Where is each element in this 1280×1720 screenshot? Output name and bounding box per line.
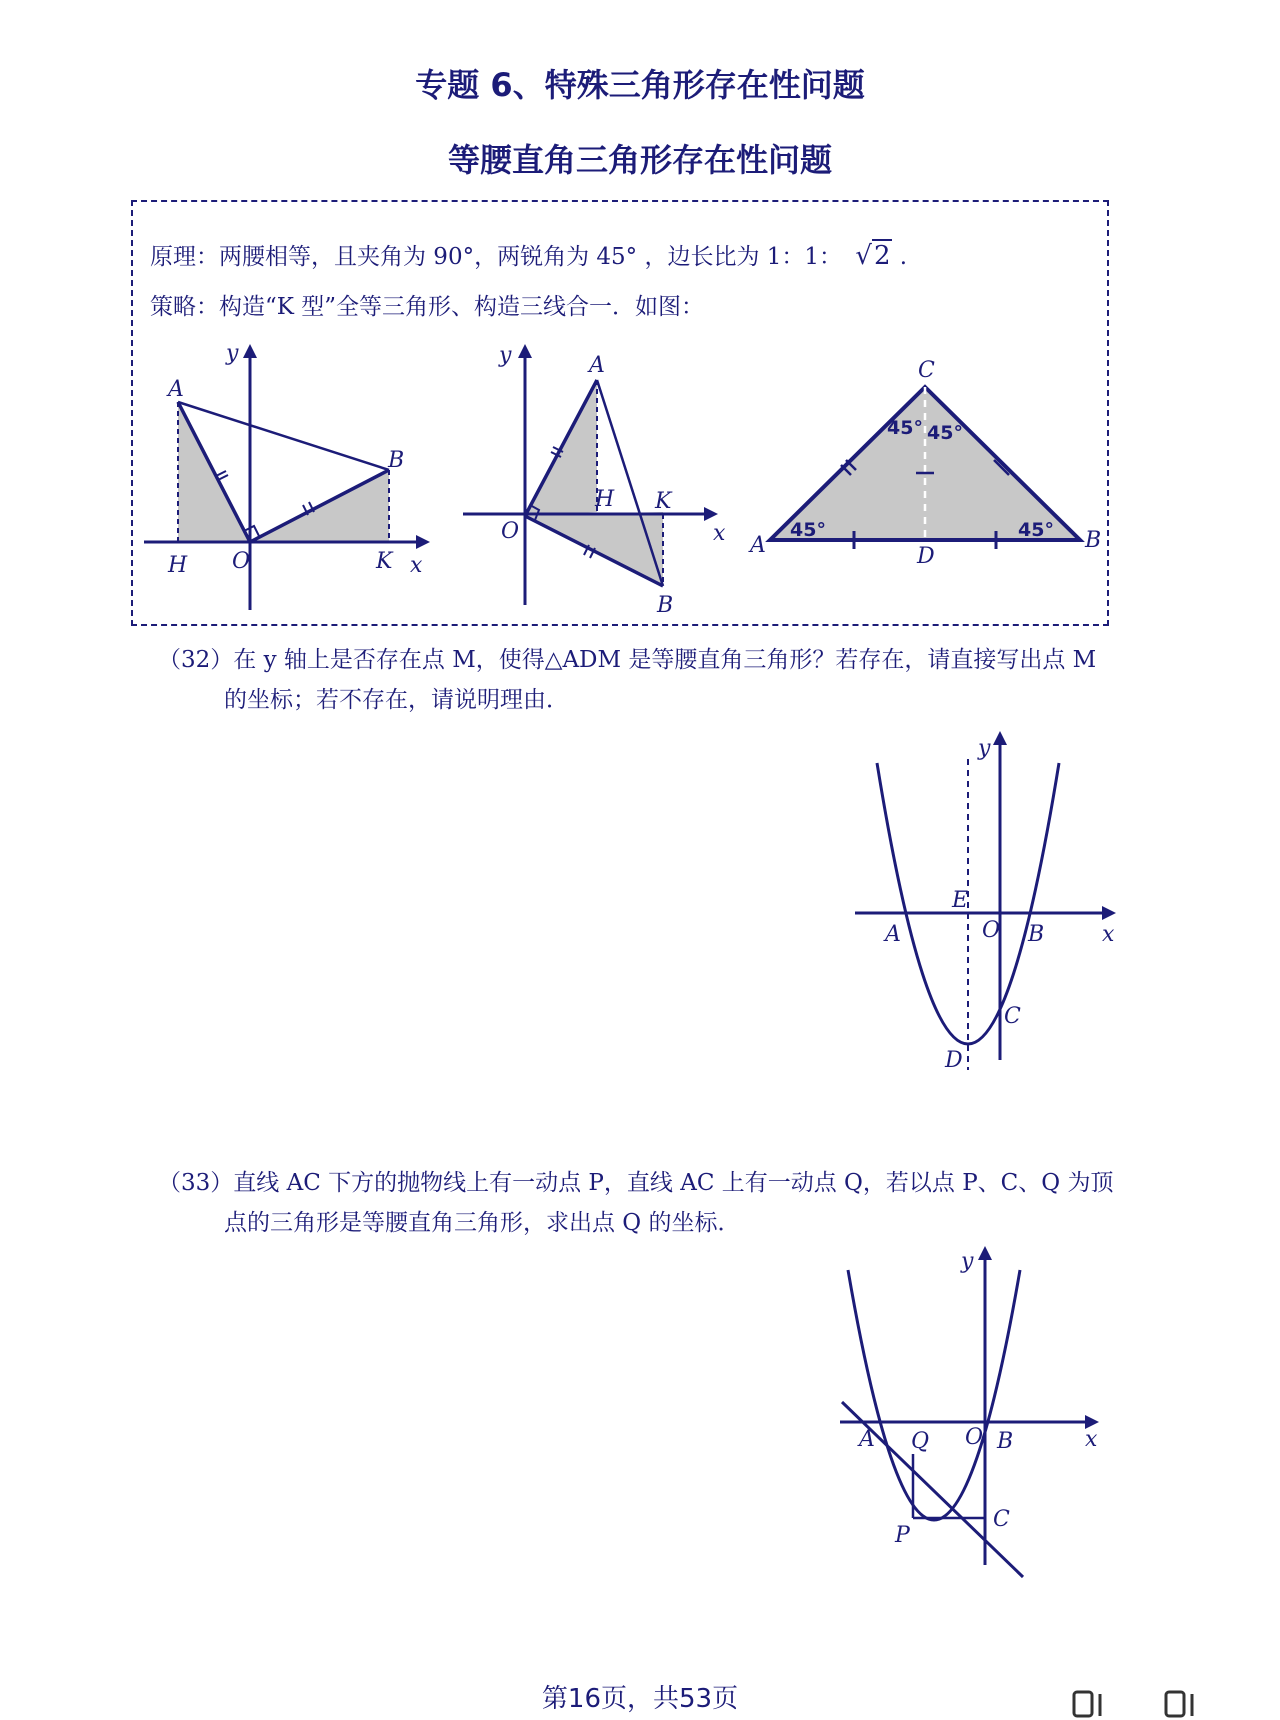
label-c: C	[993, 1507, 1010, 1532]
strategy-line: 策略：构造“K 型”全等三角形、构造三线合一．如图：	[150, 294, 705, 320]
label-h: H	[595, 487, 615, 512]
label-y: y	[226, 341, 239, 366]
principle-period: .	[899, 244, 908, 270]
label-x: x	[410, 553, 423, 578]
main-title: 专题 6、特殊三角形存在性问题	[415, 66, 865, 104]
angle-label-b: 45°	[1018, 519, 1054, 541]
question-text-continued: 点的三角形是等腰直角三角形，求出点 Q 的坐标．	[224, 1210, 741, 1236]
label-o: O	[501, 519, 520, 544]
label-k: K	[376, 549, 393, 574]
angle-label-a: 45°	[790, 519, 826, 541]
label-y: y	[499, 343, 512, 368]
label-c: C	[1004, 1004, 1021, 1029]
angle-label-c-right: 45°	[927, 422, 963, 444]
label-b: B	[657, 593, 674, 618]
label-y: y	[978, 736, 991, 761]
viewer-controls	[1072, 1690, 1272, 1720]
label-e: E	[952, 888, 969, 913]
label-d: D	[917, 544, 935, 569]
question-text: 直线 AC 下方的抛物线上有一动点 P，直线 AC 上有一动点 Q，若以点 P、C、Q 为顶	[233, 1170, 1114, 1196]
question-text: 在 y 轴上是否存在点 M，使得△ADM 是等腰直角三角形？若存在，请直接写出点 M	[233, 647, 1097, 673]
label-o: O	[965, 1425, 984, 1450]
label-x: x	[1085, 1427, 1098, 1452]
label-x: x	[1102, 922, 1115, 947]
question-33	[158, 1163, 1148, 1243]
principle-text: 原理：两腰相等，且夹角为 90°，两锐角为 45° ，边长比为 1：1：	[150, 244, 843, 270]
sqrt-expression	[855, 241, 892, 271]
x-axis-arrow-icon	[704, 507, 718, 521]
parabola-curve	[848, 1270, 1020, 1520]
label-q: Q	[911, 1429, 930, 1454]
question-number: （33）	[158, 1170, 234, 1196]
label-o: O	[232, 549, 251, 574]
label-k: K	[655, 489, 672, 514]
page-nav-icon[interactable]	[1072, 1690, 1272, 1720]
sub-title: 等腰直角三角形存在性问题	[447, 141, 832, 179]
label-c: C	[918, 358, 935, 383]
x-axis-arrow-icon	[1102, 906, 1116, 920]
x-axis-arrow-icon	[416, 535, 430, 549]
label-a: A	[885, 922, 901, 947]
question-number: （32）	[158, 647, 234, 673]
label-b: B	[997, 1429, 1014, 1454]
angle-label-c-left: 45°	[887, 417, 923, 439]
y-axis-arrow-icon	[243, 344, 257, 358]
principle-line	[150, 238, 907, 271]
figure-k-shape-2	[455, 340, 735, 620]
label-a: A	[859, 1427, 875, 1452]
figure-k-shape-1	[140, 340, 440, 620]
figure-isosceles-right	[750, 355, 1110, 570]
sqrt-icon: √	[855, 241, 872, 271]
label-b: B	[388, 448, 405, 473]
y-axis-arrow-icon	[518, 344, 532, 358]
question-32	[158, 640, 1148, 720]
label-o: O	[982, 918, 1001, 943]
label-a: A	[168, 377, 184, 402]
page-number: 第16页，共53页	[541, 1684, 739, 1714]
label-a: A	[589, 353, 605, 378]
label-b: B	[1028, 922, 1045, 947]
label-y: y	[961, 1249, 974, 1274]
sqrt-radicand: 2	[873, 241, 891, 271]
label-x: x	[713, 521, 726, 546]
figure-parabola-q32	[850, 725, 1130, 1075]
figure-parabola-q33	[825, 1240, 1125, 1585]
label-h: H	[168, 553, 188, 578]
label-b: B	[1085, 528, 1102, 553]
y-axis-arrow-icon	[978, 1246, 992, 1260]
y-axis-arrow-icon	[993, 731, 1007, 745]
label-p: P	[895, 1523, 910, 1548]
question-text-continued: 的坐标；若不存在，请说明理由．	[224, 687, 569, 713]
label-d: D	[945, 1048, 963, 1073]
label-a: A	[750, 533, 766, 558]
